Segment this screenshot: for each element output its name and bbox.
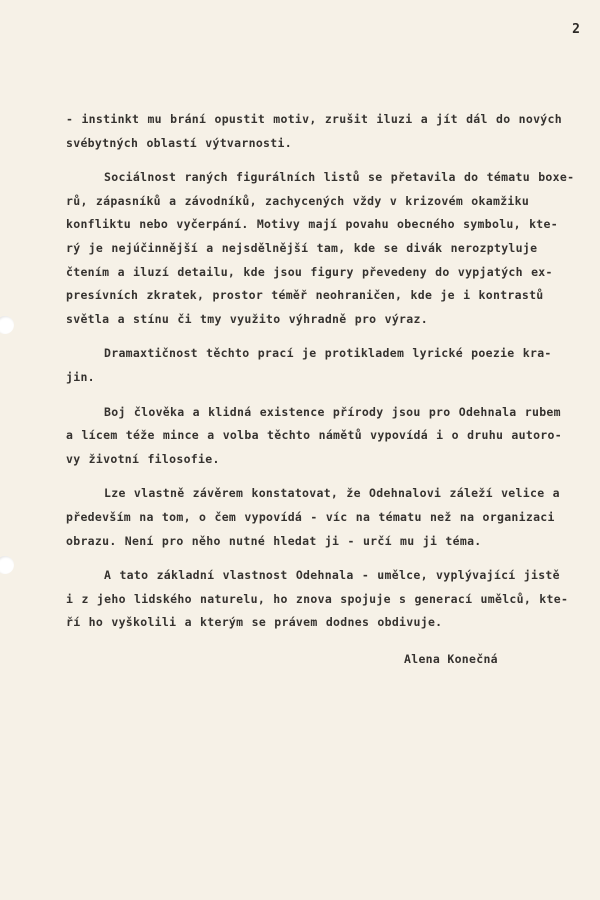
author-signature: Alena Konečná xyxy=(404,652,498,666)
text-line: obrazu. Není pro něho nutné hledat ji - určí mu ji téma. xyxy=(66,533,482,548)
text-line: Lze vlastně závěrem konstatovat, že Odehnalovi záleží velice a xyxy=(104,486,560,501)
text-line: Boj člověka a klidná existence přírody jsou pro Odehnala rubem xyxy=(104,404,561,419)
text-line: rů, zápasníků a závodníků, zachycených vždy v krizovém okamžiku xyxy=(66,193,530,208)
text-line: ří ho vyškolili a kterým se právem dodnes obdivuje. xyxy=(66,615,443,630)
text-line: - instinkt mu brání opustit motiv, zrušit iluzi a jít dál do nových xyxy=(66,112,562,126)
punch-hole xyxy=(0,556,14,574)
text-line: i z jeho lidského naturelu, ho znova spojuje s generací umělců, kte- xyxy=(66,591,569,606)
paragraph xyxy=(66,564,586,635)
text-line: rý je nejúčinnější a nejsdělnější tam, kde se divák nerozptyluje xyxy=(66,240,538,255)
text-line: A tato základní vlastnost Odehnala - umělce, vyplývající jistě xyxy=(104,568,560,583)
text-line: Sociálnost raných figurálních listů se přetavila do tématu boxe- xyxy=(104,170,575,185)
paragraph xyxy=(66,482,586,553)
text-line: svébytných oblastí výtvarnosti. xyxy=(66,135,292,150)
body-text xyxy=(66,108,586,635)
text-line: čtením a iluzí detailu, kde jsou figury převedeny do vypjatých ex- xyxy=(66,264,553,279)
text-line: a lícem téže mince a volba těchto námětů vypovídá i o druhu autoro- xyxy=(66,428,562,443)
text-line: vy životní filosofie. xyxy=(66,451,220,466)
text-line: presívních zkratek, prostor téměř neohraničen, kde je i kontrastů xyxy=(66,288,544,303)
page-number: 2 xyxy=(572,22,580,37)
punch-hole xyxy=(0,316,14,334)
text-line: především na tom, o čem vypovídá - víc na tématu než na organizaci xyxy=(66,509,555,524)
text-line: jin. xyxy=(66,369,95,384)
paragraph xyxy=(66,342,586,389)
text-line: konfliktu nebo vyčerpání. Motivy mají povahu obecného symbolu, kte- xyxy=(66,217,558,232)
text-line: světla a stínu či tmy využito výhradně pro výraz. xyxy=(66,311,428,326)
text-line: Dramaxtičnost těchto prací je protikladem lyrické poezie kra- xyxy=(104,346,552,361)
paragraph xyxy=(66,166,586,331)
paragraph xyxy=(66,108,586,155)
paragraph xyxy=(66,401,586,472)
